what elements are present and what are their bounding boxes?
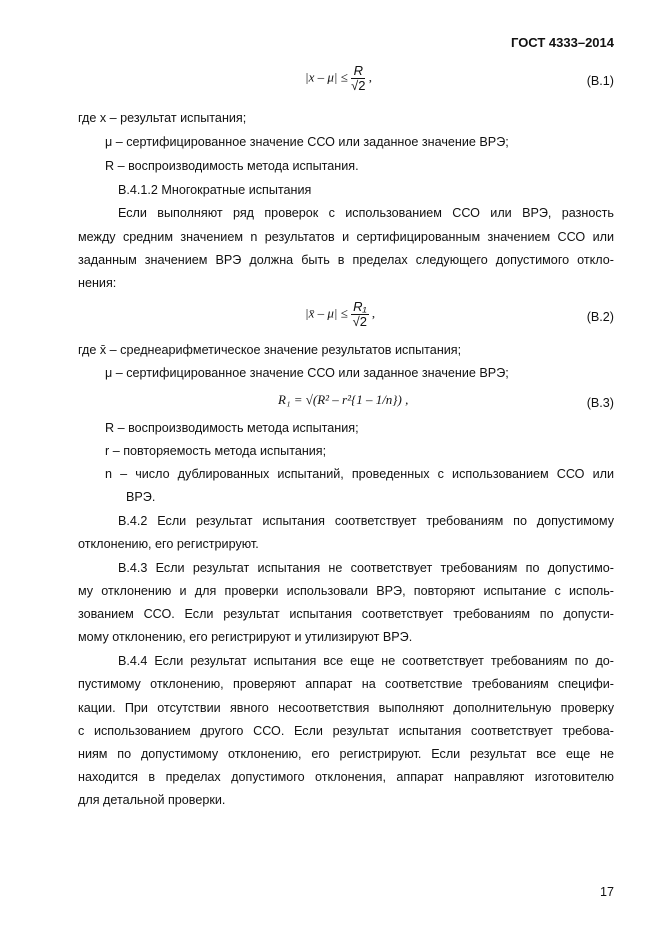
text-line: n – число дублированных испытаний, проведенных с использованием ССО или (105, 467, 614, 481)
text-line: R – воспроизводимость метода испытания. (105, 159, 359, 173)
eq-denominator: √2 (351, 78, 366, 93)
equation-number: (B.1) (586, 74, 614, 88)
text-line: В.4.2 Если результат испытания соответствует требованиям по допустимому (118, 514, 614, 528)
equation-b2 (305, 300, 375, 329)
text-line: му отклонению и для проверки использовали ВРЭ, повторяют испытание с исполь- (78, 584, 614, 598)
eq-numerator: R₁ (353, 299, 367, 314)
text-line: где x – результат испытания; (78, 111, 247, 125)
text-line: В.4.3 Если результат испытания не соответствует требованиям по допустимо- (118, 561, 614, 575)
text-line: μ – сертифицированное значение ССО или заданное значение ВРЭ; (105, 135, 509, 149)
eq-tail: , (368, 69, 372, 85)
text-line: мому отклонению, его регистрируют и утилизируют ВРЭ. (78, 630, 413, 644)
document-header: ГОСТ 4333–2014 (511, 35, 614, 50)
text-line: заданным значением ВРЭ должна быть в пределах следующего допустимого откло- (78, 253, 614, 267)
equation-b1 (305, 64, 372, 93)
page-number: 17 (599, 885, 614, 899)
text-line: В.4.4 Если результат испытания все еще не соответствует требованиям по до- (118, 654, 614, 668)
text-line: μ – сертифицированное значение ССО или заданное значение ВРЭ; (105, 366, 509, 380)
eq-numerator: R (351, 64, 365, 79)
eq-lhs: |x – μ| ≤ (305, 69, 348, 85)
equation-number: (B.3) (586, 396, 614, 410)
text-line: отклонению, его регистрируют. (78, 537, 259, 551)
equation-number: (B.2) (586, 310, 614, 324)
section-heading: В.4.1.2 Многократные испытания (118, 183, 312, 197)
text-line: находится в пределах допустимого отклонения, аппарат направляют изготовителю (78, 770, 614, 784)
text-line: для детальной проверки. (78, 793, 226, 807)
text-line: r – повторяемость метода испытания; (105, 444, 327, 458)
text-line: ниям по допустимому отклонению, его регистрируют. Если результат все еще не (78, 747, 614, 761)
text-line: кации. При отсутствии явного несоответствия выполняют дополнительную проверку (78, 701, 614, 715)
text-line: пустимому отклонению, проверяют аппарат на соответствие требованиям специфи- (78, 677, 614, 691)
text-line: нения: (78, 276, 117, 290)
eq-tail: , (371, 305, 376, 321)
text-line: Если выполняют ряд проверок с использованием ССО или ВРЭ, разность (118, 206, 614, 220)
eq-denominator: √2 (352, 314, 368, 329)
eq-lhs: |x̄ – μ| ≤ (305, 305, 348, 321)
text-line: зованием ССО. Если результат испытания соответствует требованиям по допусти- (78, 607, 614, 621)
text-line: ВРЭ. (126, 490, 156, 504)
equation-b3: R₁ = √(R² – r²{1 – 1/n}) , (278, 392, 409, 407)
text-line: R – воспроизводимость метода испытания; (105, 421, 359, 435)
text-line: с использованием другого ССО. Если результат испытания соответствует требова- (78, 724, 614, 738)
text-line: где x̄ – среднеарифметическое значение результатов испытания; (78, 343, 462, 357)
text-line: между средним значением n результатов и сертифицированным значением ССО или (78, 230, 614, 244)
